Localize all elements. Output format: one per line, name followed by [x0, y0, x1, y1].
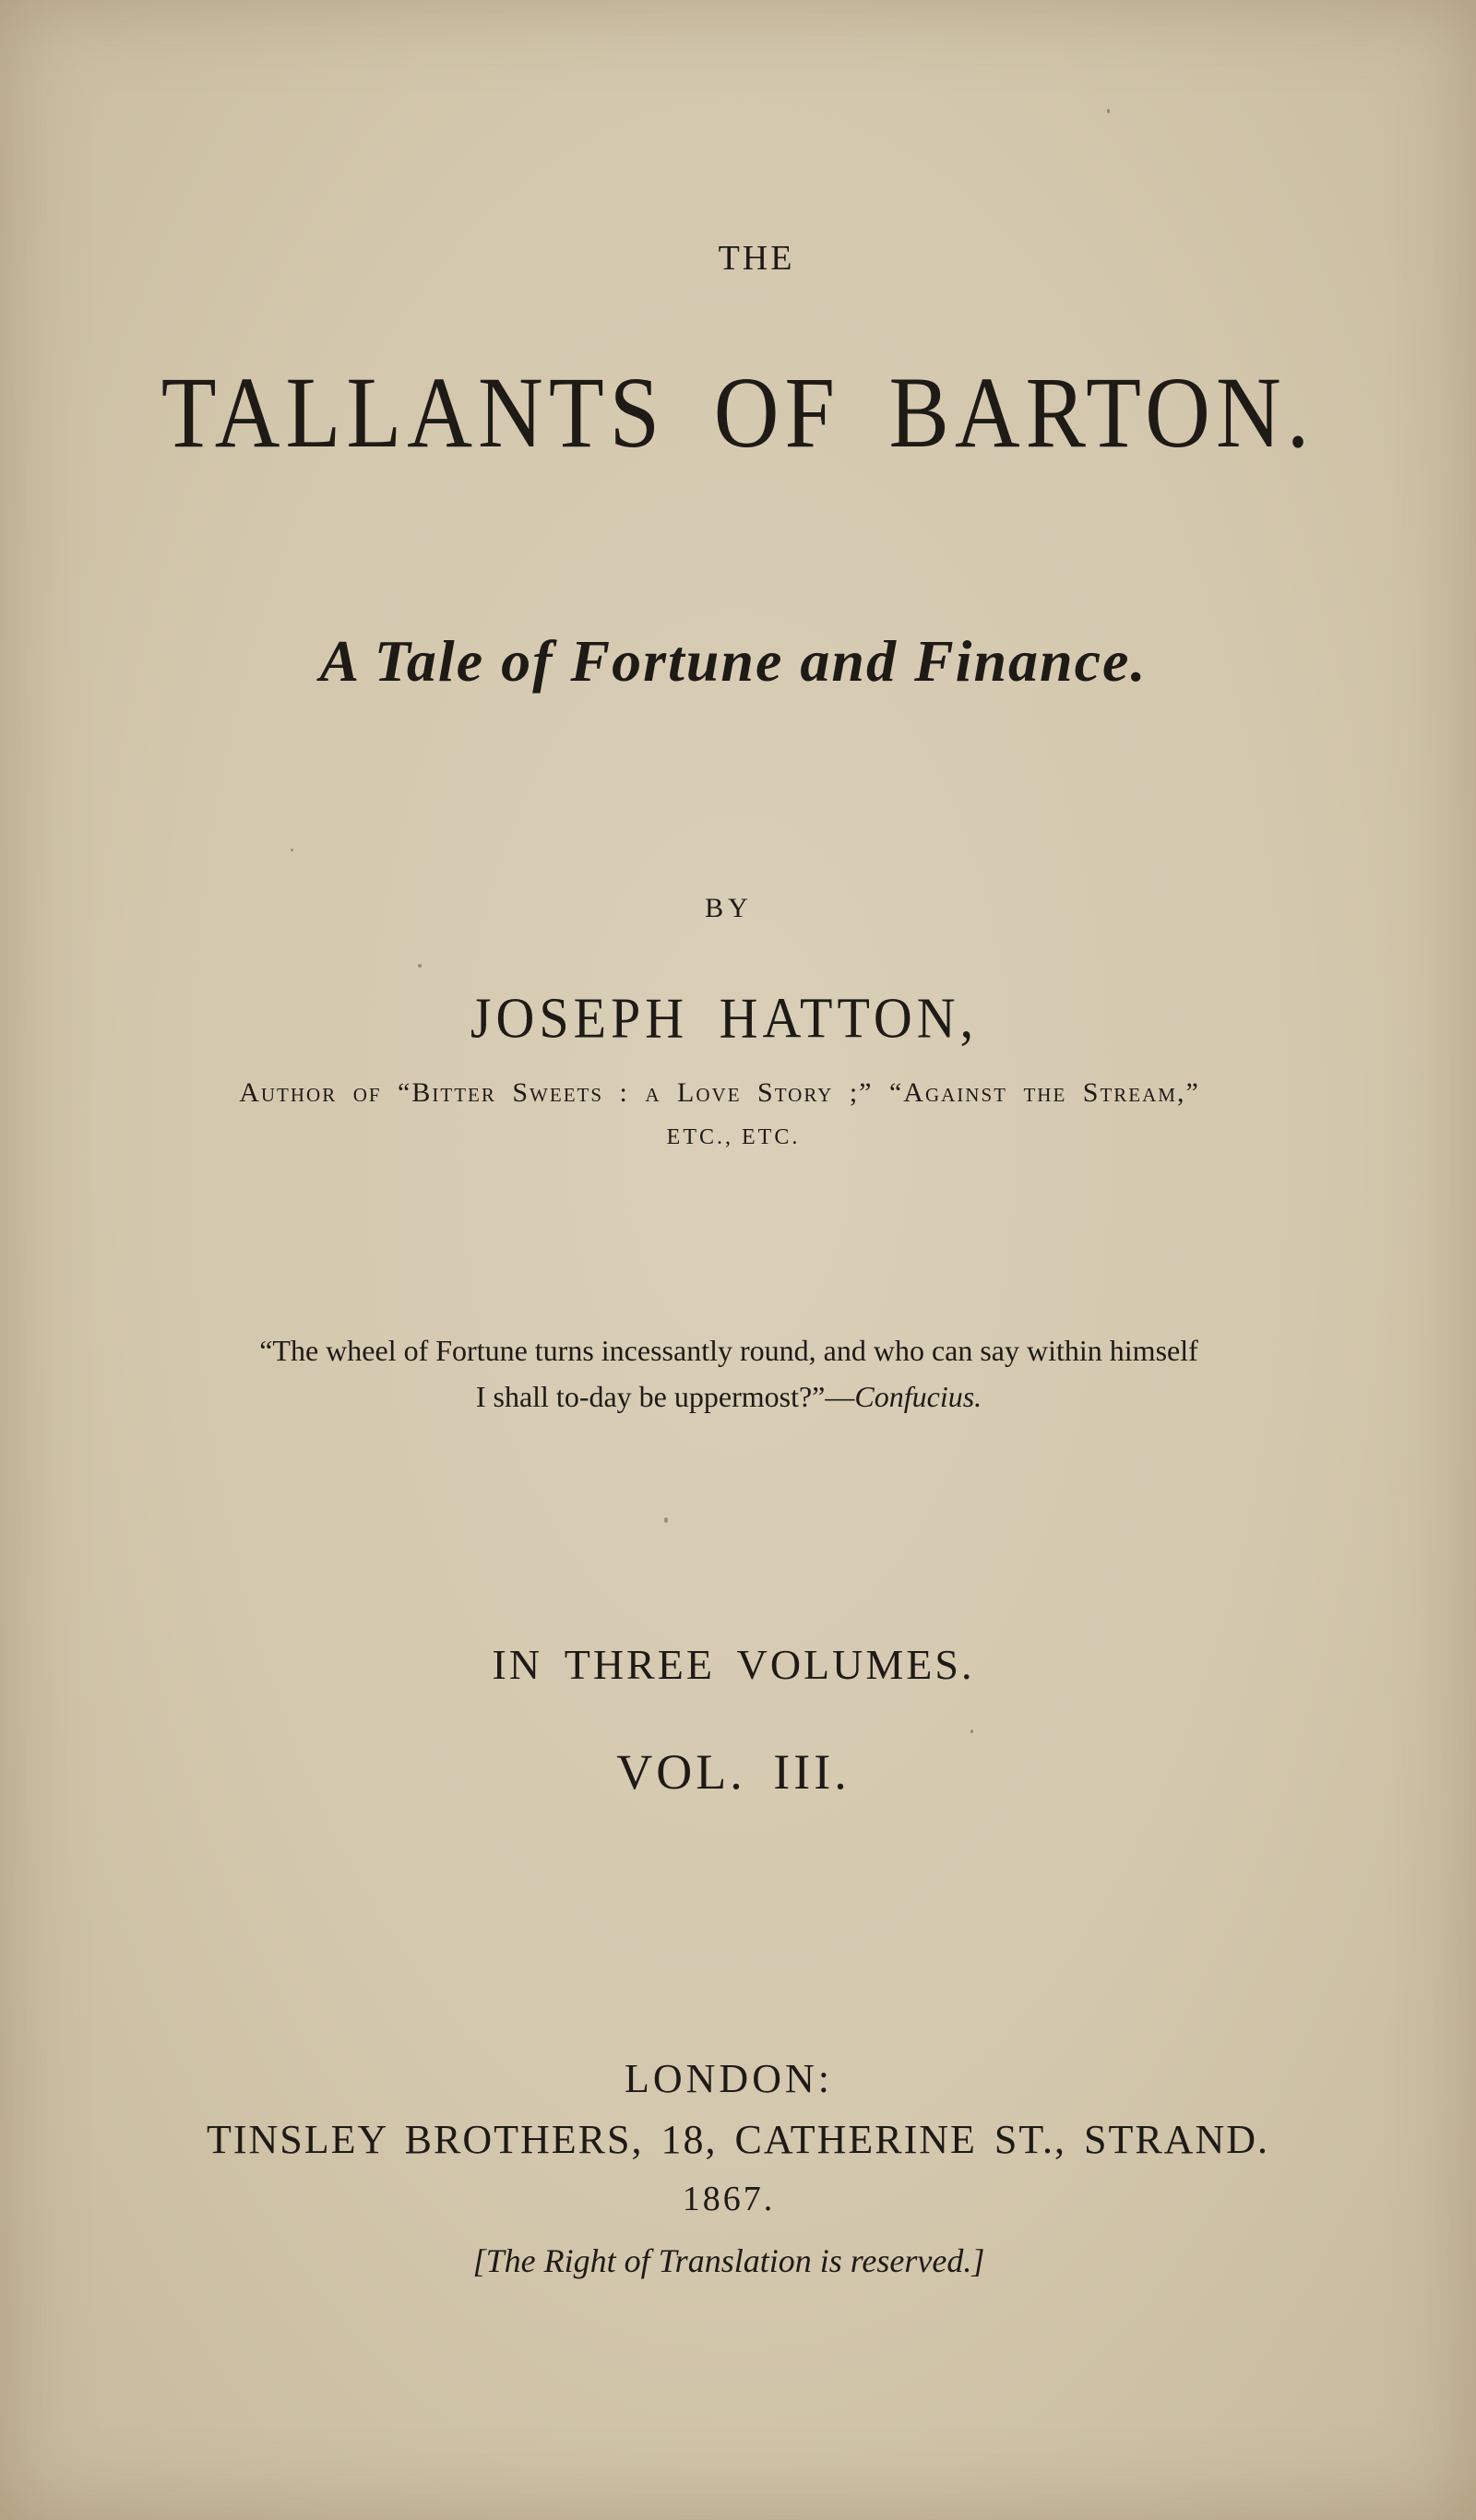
- imprint-year: 1867.: [682, 2180, 776, 2218]
- title-prefix: THE: [718, 239, 795, 278]
- volumes-note: IN THREE VOLUMES.: [492, 1641, 975, 1688]
- paper-speck: [1107, 109, 1110, 113]
- book-subtitle: A Tale of Fortune and Finance.: [319, 628, 1148, 694]
- epigraph-attribution: Confucius.: [854, 1380, 982, 1413]
- epigraph-line-1: “The wheel of Fortune turns incessantly round, and who can say within himself: [259, 1334, 1198, 1367]
- paper-speck: [970, 1730, 973, 1733]
- paper-speck: [291, 849, 293, 851]
- author-credits-etc: ETC., ETC.: [666, 1125, 801, 1149]
- book-title: TALLANTS OF BARTON.: [161, 357, 1315, 470]
- imprint-publisher: TINSLEY BROTHERS, 18, CATHERINE ST., STRAND.: [206, 2117, 1270, 2162]
- rights-notice: [The Right of Translation is reserved.]: [472, 2242, 985, 2279]
- epigraph-line-2: [0, 1380, 1467, 1414]
- paper-speck: [664, 1517, 668, 1523]
- author-credits: Author of “Bitter Sweets : a Love Story ;” “Against the Stream,”: [239, 1077, 1200, 1108]
- imprint-place: LONDON:: [625, 2056, 833, 2101]
- author-name: JOSEPH HATTON,: [470, 985, 979, 1051]
- paper-speck: [418, 964, 422, 968]
- epigraph-line-2-text: I shall to-day be uppermost?”—: [475, 1380, 855, 1413]
- volume-number: VOL. III.: [616, 1744, 851, 1800]
- by-label: BY: [705, 893, 753, 923]
